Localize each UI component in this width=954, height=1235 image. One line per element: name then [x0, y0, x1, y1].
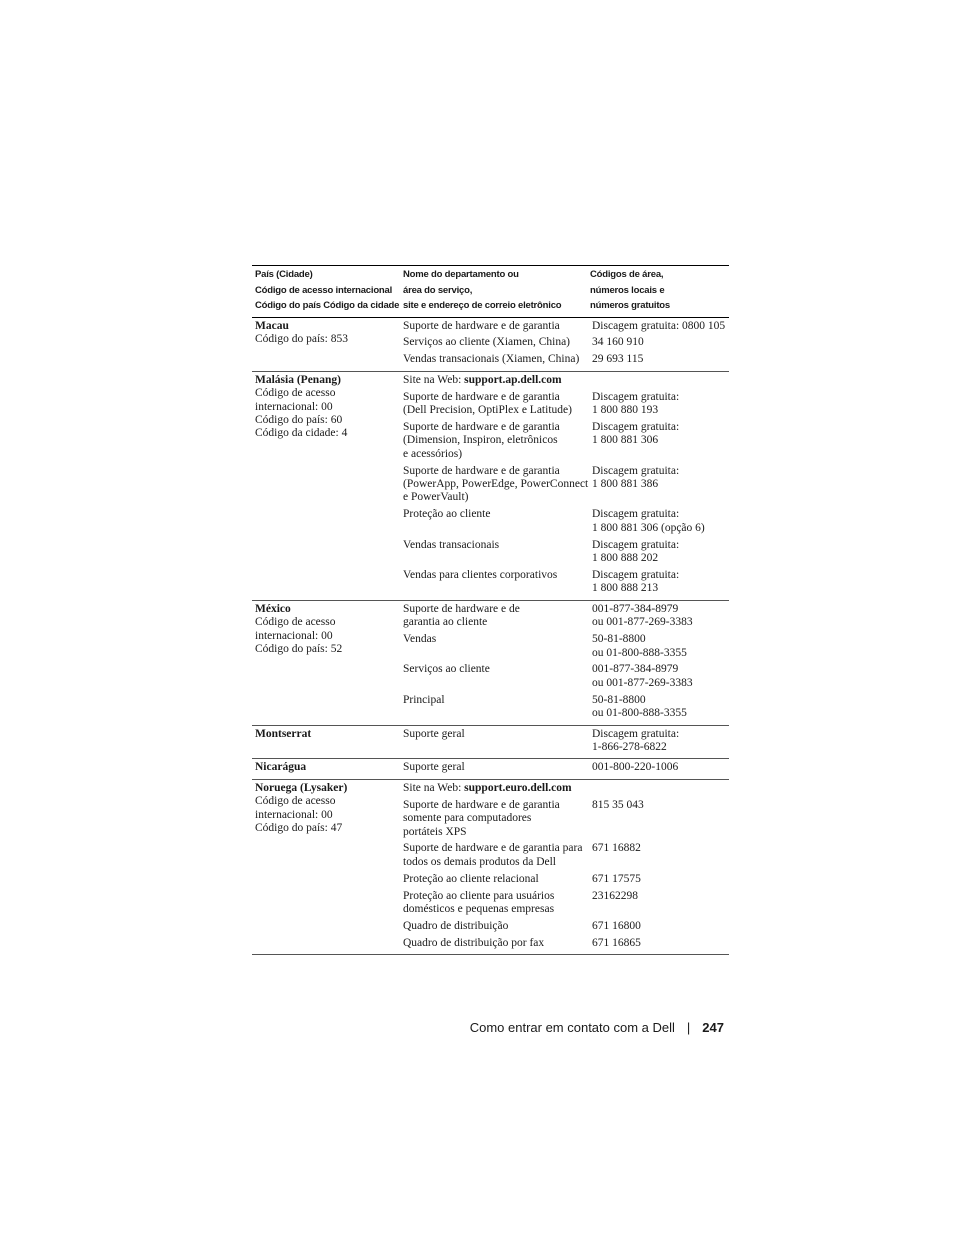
service-line	[403, 782, 590, 795]
service-text: (Dell Precision, OptiPlex e Latitude)	[403, 404, 572, 417]
service-text: todos os demais produtos da Dell	[403, 855, 556, 868]
service-name	[400, 391, 590, 418]
phone-number	[590, 391, 729, 418]
service-entry	[400, 391, 729, 418]
service-entry	[400, 920, 729, 933]
country-info-line	[255, 822, 400, 835]
service-entry	[400, 633, 729, 660]
service-name	[400, 336, 590, 349]
number-line: 1 800 881 306	[592, 434, 659, 447]
service-name	[400, 799, 590, 839]
contact-table	[252, 265, 729, 955]
service-text: Suporte de hardware e de garantia	[403, 420, 560, 433]
phone-number	[590, 937, 729, 950]
number-line: ou 01-800-888-3355	[592, 707, 687, 720]
header-line: área do serviço,	[403, 284, 473, 296]
service-line	[403, 856, 590, 869]
service-entry	[400, 937, 729, 950]
country-name: México	[255, 602, 291, 615]
info-label: internacional:	[255, 808, 322, 821]
service-text: Proteção ao cliente	[403, 508, 491, 521]
country-cell	[252, 374, 400, 596]
service-line	[403, 320, 590, 333]
page-number: 247	[702, 1020, 724, 1035]
country-cell	[252, 320, 400, 367]
header-line: Códigos de área,	[590, 269, 664, 280]
country-name: Macau	[255, 319, 289, 332]
header-department	[400, 267, 590, 314]
service-text: Vendas transacionais (Xiamen, China)	[403, 353, 580, 366]
country-group	[252, 726, 729, 760]
service-text: Suporte geral	[403, 761, 465, 774]
service-text: portáteis XPS	[403, 825, 467, 838]
service-entry	[400, 421, 729, 461]
service-line	[403, 448, 590, 461]
service-entry	[400, 603, 729, 630]
country-info-line	[255, 387, 400, 400]
number-line: Discagem gratuita:	[592, 464, 680, 477]
phone-number	[590, 890, 729, 917]
service-text: Vendas	[403, 633, 437, 646]
number-line: Discagem gratuita:	[592, 538, 680, 551]
country-info-line	[255, 643, 400, 656]
number-line: 671 16865	[592, 936, 641, 949]
number-line: 671 16800	[592, 919, 641, 932]
service-name	[400, 539, 590, 566]
service-line	[403, 842, 590, 855]
country-info-line	[255, 427, 400, 440]
service-line	[403, 812, 590, 825]
country-info-line	[255, 795, 400, 808]
service-name	[400, 603, 590, 630]
service-line	[403, 353, 590, 366]
header-line: números locais e	[590, 284, 665, 296]
phone-number	[590, 465, 729, 505]
service-entry	[400, 353, 729, 366]
service-entry	[400, 873, 729, 886]
header-line: site e endereço de correio eletrônico	[403, 300, 562, 311]
service-text: domésticos e pequenas empresas	[403, 903, 555, 916]
service-line	[403, 491, 590, 504]
service-text: Site na Web:	[403, 781, 465, 794]
service-name	[400, 728, 590, 755]
service-line	[403, 508, 590, 521]
service-line	[403, 920, 590, 933]
phone-number	[590, 799, 729, 839]
info-value: 00	[321, 400, 333, 413]
service-entries	[400, 320, 729, 367]
phone-number	[590, 842, 729, 869]
header-line: Nome do departamento ou	[403, 269, 519, 280]
service-text: Suporte de hardware e de garantia	[403, 319, 560, 332]
phone-number	[590, 694, 729, 721]
service-text: Serviços ao cliente (Xiamen, China)	[403, 336, 571, 349]
info-value: 52	[330, 643, 343, 656]
number-line: Discagem gratuita:	[592, 508, 680, 521]
service-entries	[400, 761, 729, 774]
info-label: Código de acesso	[255, 795, 336, 808]
info-label: Código de acesso	[255, 387, 336, 400]
service-text: Vendas transacionais	[403, 538, 500, 551]
service-line	[403, 728, 590, 741]
phone-number	[590, 728, 729, 755]
header-line: Código do país Código da cidade	[255, 300, 400, 311]
country-cell	[252, 728, 400, 755]
info-value: 47	[330, 822, 343, 834]
service-text: (Dimension, Inspiron, eletrônicos	[403, 434, 558, 447]
service-text: somente para computadores	[403, 812, 532, 825]
service-entries	[400, 603, 729, 721]
number-line: Discagem gratuita:	[592, 727, 680, 740]
info-label: Código do país:	[255, 822, 331, 834]
service-line	[403, 374, 590, 387]
service-text: Suporte de hardware e de garantia	[403, 798, 560, 811]
service-name	[400, 320, 590, 333]
service-name	[400, 694, 590, 721]
service-name	[400, 761, 590, 774]
service-text: Suporte de hardware e de	[403, 602, 520, 615]
footer-title: Como entrar em contato com a Dell	[469, 1020, 675, 1035]
service-name	[400, 842, 590, 869]
number-line: 1 800 880 193	[592, 404, 659, 417]
number-line: 1 800 888 202	[592, 552, 659, 565]
number-line: 1-866-278-6822	[592, 740, 667, 753]
service-entry	[400, 694, 729, 721]
phone-number	[590, 761, 729, 774]
service-line	[403, 539, 590, 552]
footer-separator: |	[686, 1020, 691, 1035]
info-label: Código de acesso	[255, 616, 336, 629]
service-entry	[400, 374, 729, 387]
service-name	[400, 374, 590, 387]
number-line: 34 160 910	[592, 336, 644, 349]
service-line	[403, 603, 590, 616]
service-line	[403, 873, 590, 886]
service-name	[400, 421, 590, 461]
number-line: ou 01-800-888-3355	[592, 646, 687, 659]
service-text: garantia ao cliente	[403, 616, 488, 629]
service-text: Principal	[403, 693, 445, 706]
info-value: 00	[321, 629, 333, 642]
service-line	[403, 478, 590, 491]
service-text: e PowerVault)	[403, 491, 469, 504]
service-name	[400, 890, 590, 917]
website-address: support.euro.dell.com	[464, 781, 572, 794]
service-name	[400, 920, 590, 933]
service-text: Serviços ao cliente	[403, 663, 490, 676]
service-entries	[400, 728, 729, 755]
service-entry	[400, 336, 729, 349]
info-value: 853	[330, 332, 348, 345]
service-line	[403, 903, 590, 916]
service-text: e acessórios)	[403, 447, 463, 460]
country-group	[252, 780, 729, 955]
service-line	[403, 890, 590, 903]
country-cell	[252, 603, 400, 721]
service-text: Proteção ao cliente para usuários	[403, 889, 555, 902]
service-entry	[400, 508, 729, 535]
info-label: internacional:	[255, 629, 322, 642]
service-name	[400, 873, 590, 886]
number-line: 50-81-8800	[592, 633, 646, 646]
service-line	[403, 633, 590, 646]
phone-number	[590, 320, 729, 333]
service-line	[403, 826, 590, 839]
country-name: Montserrat	[255, 727, 312, 740]
country-group	[252, 759, 729, 779]
country-group	[252, 318, 729, 372]
service-text: Proteção ao cliente relacional	[403, 872, 539, 885]
service-entry	[400, 728, 729, 755]
service-name	[400, 663, 590, 690]
phone-number	[590, 920, 729, 933]
service-entry	[400, 799, 729, 839]
info-label: Código do país:	[255, 413, 331, 426]
service-line	[403, 465, 590, 478]
info-label: Código do país:	[255, 332, 331, 345]
service-name	[400, 465, 590, 505]
service-text: Quadro de distribuição	[403, 919, 509, 932]
service-entry	[400, 663, 729, 690]
country-info-line	[255, 616, 400, 629]
service-name	[400, 633, 590, 660]
header-line: País (Cidade)	[255, 269, 313, 280]
phone-number	[590, 569, 729, 596]
number-line: 23162298	[592, 889, 638, 902]
country-cell	[252, 761, 400, 774]
service-name	[400, 937, 590, 950]
phone-number	[590, 353, 729, 366]
header-line: Código de acesso internacional	[255, 284, 393, 296]
service-line	[403, 336, 590, 349]
service-line	[403, 391, 590, 404]
phone-number	[590, 663, 729, 690]
number-line: 1 800 881 306 (opção 6)	[592, 521, 705, 534]
header-numbers	[590, 267, 729, 314]
number-line: Discagem gratuita:	[592, 390, 680, 403]
service-entry	[400, 465, 729, 505]
service-entries	[400, 374, 729, 596]
table-header	[252, 265, 729, 318]
number-line: 001-877-384-8979	[592, 602, 679, 615]
phone-number	[590, 374, 729, 387]
number-line: Discagem gratuita:	[592, 420, 680, 433]
info-value: 00	[321, 808, 333, 821]
phone-number	[590, 782, 729, 795]
service-line	[403, 569, 590, 582]
service-entry	[400, 782, 729, 795]
number-line: Discagem gratuita: 0800 105	[592, 319, 726, 332]
number-line: 50-81-8800	[592, 693, 646, 706]
service-line	[403, 761, 590, 774]
info-label: internacional:	[255, 400, 322, 413]
service-text: Quadro de distribuição por fax	[403, 936, 545, 949]
number-line: 001-877-384-8979	[592, 663, 679, 676]
phone-number	[590, 539, 729, 566]
service-line	[403, 663, 590, 676]
phone-number	[590, 421, 729, 461]
number-line: Discagem gratuita:	[592, 569, 680, 581]
service-line	[403, 434, 590, 447]
phone-number	[590, 508, 729, 535]
country-cell	[252, 782, 400, 950]
service-text: Site na Web:	[403, 373, 465, 386]
number-line: ou 001-877-269-3383	[592, 676, 693, 689]
number-line: 671 17575	[592, 872, 641, 885]
page-footer	[470, 1020, 724, 1035]
country-name: Nicarágua	[255, 761, 307, 774]
info-value: 4	[341, 427, 348, 440]
country-info-line	[255, 333, 400, 346]
service-entries	[400, 782, 729, 950]
info-label: Código do país:	[255, 643, 331, 656]
service-name	[400, 782, 590, 795]
service-line	[403, 799, 590, 812]
number-line: 1 800 888 213	[592, 582, 659, 595]
country-info-line	[255, 414, 400, 427]
country-name: Noruega (Lysaker)	[255, 781, 348, 794]
service-line	[403, 421, 590, 434]
phone-number	[590, 336, 729, 349]
service-entry	[400, 890, 729, 917]
service-entry	[400, 569, 729, 596]
service-entry	[400, 320, 729, 333]
service-entry	[400, 761, 729, 774]
phone-number	[590, 633, 729, 660]
service-name	[400, 569, 590, 596]
number-line: 001-800-220-1006	[592, 761, 679, 774]
info-value: 60	[330, 413, 343, 426]
number-line: 815 35 043	[592, 798, 644, 811]
table-body	[252, 318, 729, 956]
country-info-line	[255, 401, 400, 414]
number-line: ou 001-877-269-3383	[592, 616, 693, 629]
service-text: Suporte de hardware e de garantia	[403, 464, 560, 477]
service-text: Suporte de hardware e de garantia para	[403, 842, 583, 855]
website-address: support.ap.dell.com	[464, 373, 562, 386]
number-line: 671 16882	[592, 842, 641, 855]
country-info-line	[255, 630, 400, 643]
country-info-line	[255, 809, 400, 822]
country-name: Malásia (Penang)	[255, 373, 341, 386]
service-text: Vendas para clientes corporativos	[403, 569, 558, 581]
header-line: números gratuitos	[590, 300, 670, 311]
service-line	[403, 937, 590, 950]
service-line	[403, 404, 590, 417]
service-name	[400, 508, 590, 535]
service-text: Suporte de hardware e de garantia	[403, 390, 560, 403]
service-name	[400, 353, 590, 366]
service-entry	[400, 539, 729, 566]
country-group	[252, 372, 729, 601]
phone-number	[590, 603, 729, 630]
number-line: 1 800 881 386	[592, 478, 659, 491]
service-line	[403, 694, 590, 707]
header-country	[252, 267, 400, 314]
phone-number	[590, 873, 729, 886]
country-group	[252, 601, 729, 726]
number-line: 29 693 115	[592, 353, 644, 366]
service-entry	[400, 842, 729, 869]
service-line	[403, 616, 590, 629]
service-text: Suporte geral	[403, 727, 465, 740]
service-text: (PowerApp, PowerEdge, PowerConnect	[403, 478, 589, 491]
info-label: Código da cidade:	[255, 427, 342, 440]
